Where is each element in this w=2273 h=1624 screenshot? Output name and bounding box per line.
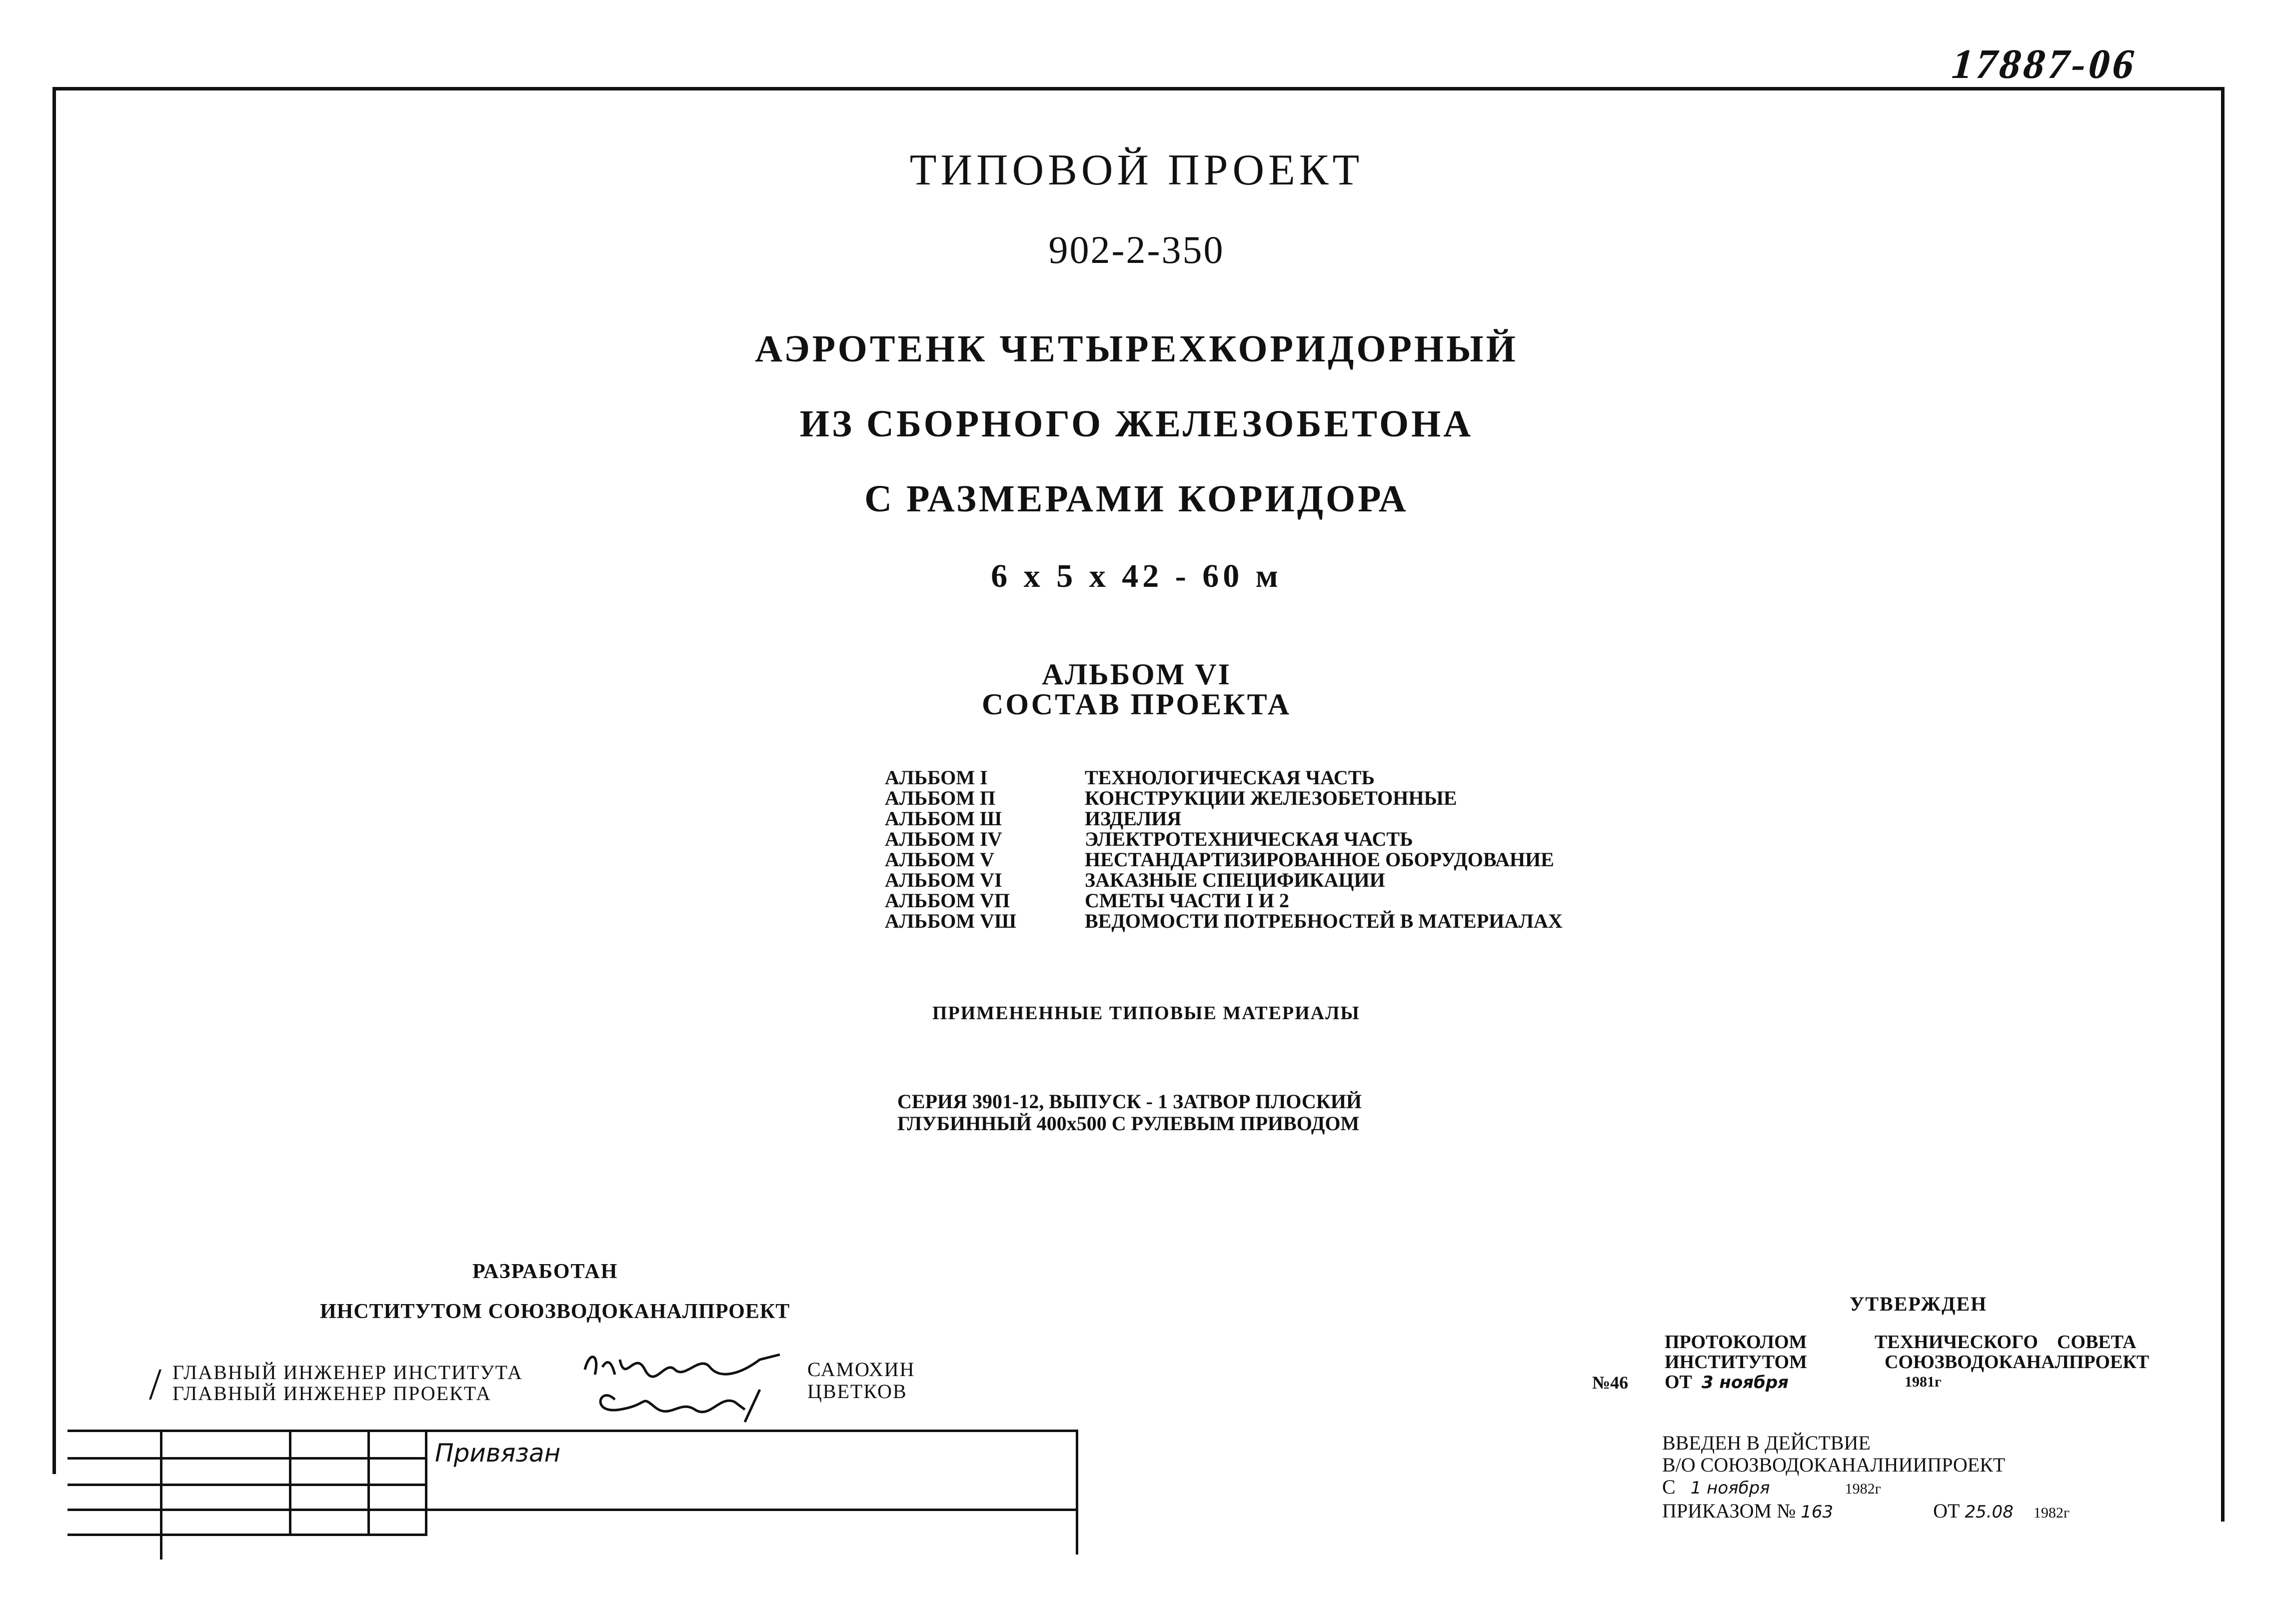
- title-block-line: [67, 1509, 1077, 1511]
- album-description: КОНСТРУКЦИИ ЖЕЛЕЗОБЕТОННЫЕ: [1085, 787, 1457, 809]
- approval-protocol-label: ПРОТОКОЛОМ: [1665, 1332, 1807, 1353]
- album-label: АЛЬБОМ VI: [885, 869, 1002, 891]
- album-number: АЛЬБОМ VI: [1042, 658, 1231, 691]
- order-line: [1662, 1500, 2070, 1524]
- chief-engineer-project-role: ГЛАВНЫЙ ИНЖЕНЕР ПРОЕКТА: [172, 1382, 492, 1405]
- entered-into-force-heading: ВВЕДЕН В ДЕЙСТВИЕ: [1662, 1432, 1871, 1454]
- album-list-item: [885, 890, 1563, 911]
- approval-council-label: ТЕХНИЧЕСКОГО СОВЕТА: [1875, 1332, 2137, 1353]
- order-from: ОТ: [1933, 1500, 1960, 1522]
- album-list-item: [885, 767, 1563, 788]
- document-number: 17887-06: [1946, 41, 2143, 87]
- name-samokhin: САМОХИН: [807, 1358, 915, 1381]
- approval-date-handwritten: 3 ноября: [1701, 1373, 1789, 1393]
- album-list-item: [885, 870, 1563, 890]
- album-list-item: [885, 911, 1563, 931]
- engineer-roles: [172, 1362, 523, 1404]
- album-description: ЗАКАЗНЫЕ СПЕЦИФИКАЦИИ: [1085, 869, 1385, 891]
- approval-organization: СОЮЗВОДОКАНАЛПРОЕКТ: [1885, 1352, 2150, 1373]
- chief-engineer-institute-role: ГЛАВНЫЙ ИНЖЕНЕР ИНСТИТУТА: [172, 1361, 523, 1384]
- album-description: ЭЛЕКТРОТЕХНИЧЕСКАЯ ЧАСТЬ: [1085, 828, 1413, 850]
- title-block-line: [67, 1484, 427, 1486]
- album-label: АЛЬБОМ Ш: [885, 807, 1002, 830]
- title-block-divider: [425, 1430, 427, 1535]
- signature-1: [585, 1355, 780, 1377]
- album-list-item: [885, 829, 1563, 849]
- project-type-heading: ТИПОВОЙ ПРОЕКТ: [909, 146, 1364, 194]
- corridor-dimensions: 6 х 5 х 42 - 60 м: [991, 558, 1282, 594]
- approval-year: 1981г: [1905, 1374, 1942, 1390]
- approval-left-column: [1665, 1332, 1807, 1393]
- developed-heading: РАЗРАБОТАН: [472, 1260, 618, 1283]
- entered-organization: В/О СОЮЗВОДОКАНАЛНИИПРОЕКТ: [1662, 1454, 2006, 1476]
- album-label: АЛЬБОМ IV: [885, 828, 1002, 850]
- title-block-line: [67, 1534, 427, 1536]
- approval-right-column: [1875, 1332, 2149, 1392]
- album-label: АЛЬБОМ VШ: [885, 910, 1016, 932]
- signature-2: [600, 1390, 760, 1422]
- entered-date-handwritten: 1 ноября: [1690, 1478, 1770, 1498]
- order-prefix: ПРИКАЗОМ №: [1662, 1500, 1796, 1522]
- album-list-item: [885, 808, 1563, 829]
- title-block-divider: [367, 1430, 370, 1535]
- engineer-names: [807, 1359, 915, 1403]
- album-description: ИЗДЕЛИЯ: [1085, 807, 1182, 830]
- title-block-divider: [1076, 1430, 1078, 1555]
- name-tsvetkov: ЦВЕТКОВ: [807, 1380, 907, 1403]
- frame-right-border: [2221, 87, 2225, 1522]
- protocol-number: №46: [1592, 1373, 1629, 1393]
- title-block-divider: [289, 1430, 291, 1535]
- signatures-graphic: [580, 1340, 790, 1425]
- entered-year: 1982г: [1845, 1481, 1881, 1497]
- title-line-2: ИЗ СБОРНОГО ЖЕЛЕЗОБЕТОНА: [799, 403, 1474, 445]
- privyazan-field: Привязан: [435, 1439, 561, 1468]
- title-block-line: [67, 1457, 427, 1460]
- contents-heading: СОСТАВ ПРОЕКТА: [982, 688, 1291, 721]
- project-code: 902-2-350: [1048, 228, 1225, 271]
- applied-materials-line-1: СЕРИЯ 3901-12, ВЫПУСК - 1 ЗАТВОР ПЛОСКИЙ: [897, 1090, 1362, 1113]
- title-block-divider: [160, 1430, 162, 1560]
- album-list: [885, 767, 1563, 931]
- title-block-line: [67, 1430, 1077, 1432]
- frame-top-border: [52, 87, 2225, 90]
- entered-date-line: [1662, 1476, 2070, 1500]
- album-label: АЛЬБОМ I: [885, 766, 988, 789]
- approved-heading: УТВЕРЖДЕН: [1850, 1293, 1988, 1315]
- order-number: 163: [1801, 1502, 1834, 1522]
- title-line-1: АЭРОТЕНК ЧЕТЫРЕХКОРИДОРНЫЙ: [755, 328, 1518, 370]
- approval-institute-label: ИНСТИТУТОМ: [1665, 1352, 1807, 1373]
- developer-institute: ИНСТИТУТОМ СОЮЗВОДОКАНАЛПРОЕКТ: [320, 1300, 790, 1323]
- slash-mark: /: [149, 1360, 162, 1409]
- order-year: 1982г: [2033, 1505, 2070, 1521]
- entered-from-prefix: С: [1662, 1476, 1676, 1498]
- approval-from: ОТ: [1665, 1372, 1692, 1393]
- album-description: ТЕХНОЛОГИЧЕСКАЯ ЧАСТЬ: [1085, 766, 1375, 789]
- album-list-item: [885, 788, 1563, 808]
- album-label: АЛЬБОМ VП: [885, 889, 1010, 912]
- title-line-3: С РАЗМЕРАМИ КОРИДОРА: [864, 478, 1409, 520]
- album-label: АЛЬБОМ П: [885, 787, 996, 809]
- album-description: ВЕДОМОСТИ ПОТРЕБНОСТЕЙ В МАТЕРИАЛАХ: [1085, 910, 1563, 932]
- applied-materials-text: [897, 1091, 1362, 1135]
- album-list-item: [885, 849, 1563, 870]
- applied-materials-line-2: ГЛУБИННЫЙ 400х500 С РУЛЕВЫМ ПРИВОДОМ: [897, 1112, 1360, 1135]
- entered-into-force-block: [1662, 1432, 2070, 1524]
- album-label: АЛЬБОМ V: [885, 848, 995, 871]
- frame-left-border: [52, 87, 56, 1474]
- album-description: СМЕТЫ ЧАСТИ I И 2: [1085, 889, 1289, 912]
- approval-date-line: [1665, 1372, 1807, 1393]
- order-date: 25.08: [1965, 1502, 2014, 1522]
- album-description: НЕСТАНДАРТИЗИРОВАННОЕ ОБОРУДОВАНИЕ: [1085, 848, 1554, 871]
- applied-materials-heading: ПРИМЕНЕННЫЕ ТИПОВЫЕ МАТЕРИАЛЫ: [932, 1003, 1360, 1024]
